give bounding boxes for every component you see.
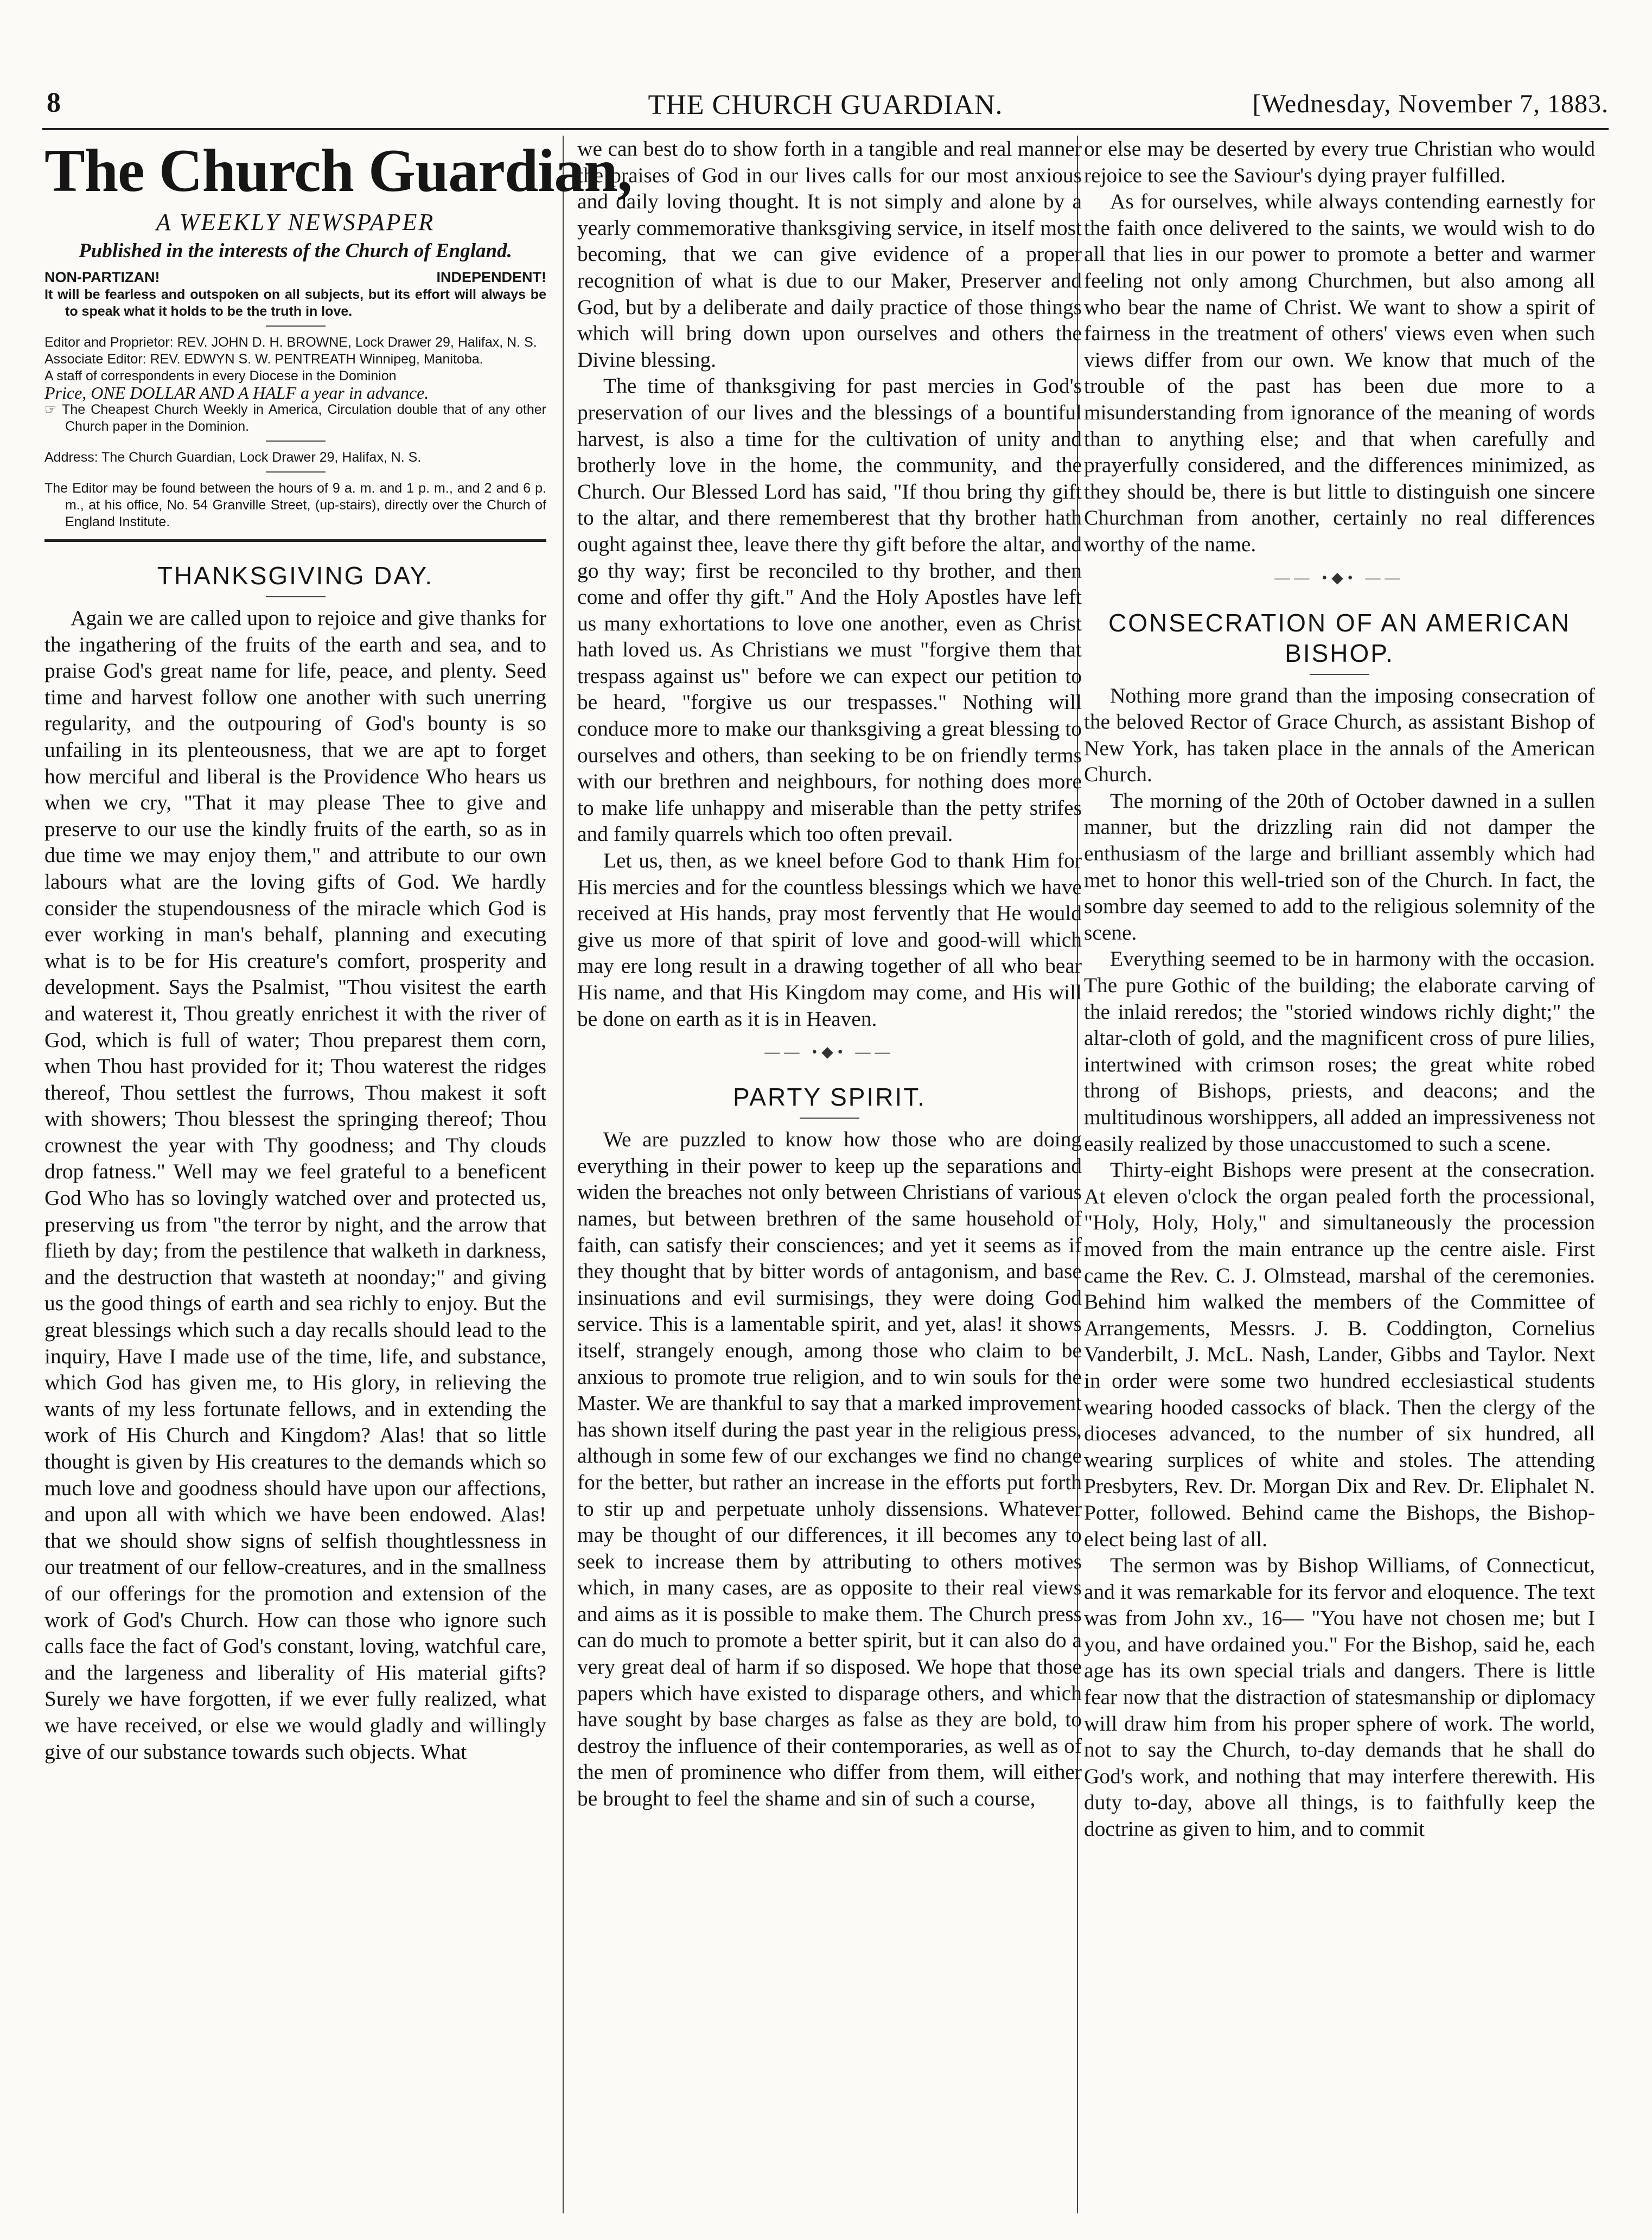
masthead-motto: It will be fearless and outspoken on all subjects, but its effort will always be to speak what it holds to be the truth in love. — [44, 287, 546, 319]
divider — [266, 441, 326, 442]
masthead-details — [44, 268, 546, 531]
editor-line: Editor and Proprietor: REV. JOHN D. H. BROWNE, Lock Drawer 29, Halifax, N. S. — [44, 335, 537, 350]
page-number: 8 — [47, 87, 61, 118]
independent-label: INDEPENDENT! — [436, 269, 546, 285]
address-line: Address: The Church Guardian, Lock Drawer 29, Halifax, N. S. — [44, 450, 422, 465]
divider — [266, 471, 326, 473]
divider — [800, 1118, 859, 1119]
thanksgiving-paragraph: Let us, then, as we kneel before God to thank Him for His mercies and for the countless blessings which we have received at His hands, pray most fervently that He would give us more of that spirit of love and good-will which may ere long result in a drawing together of all who bear His name, and that His Kingdom may come, and His will be done on earth as it is in Heaven. — [577, 848, 1082, 1031]
office-line: The Editor may be found between the hours of 9 a. m. and 1 p. m., and 2 and 6 p. m., at his office, No. 54 Granville Street, (up-stairs), directly over the Church of England Institute. — [44, 481, 546, 529]
thanksgiving-paragraph: Again we are called upon to rejoice and give thanks for the ingathering of the fruits of the earth and sea, and to praise God's great name for life, peace, and plenty. Seed time and harvest follow one another with such unerring regularity, and the outpouring of God's bounty is so unfailing in its plenteousness, that we are apt to forget how merciful and liberal is the Providence Who hears us when we cry, "That it may please Thee to give and preserve to our use the kindly fruits of the earth, so as in due time we may enjoy them," and attribute to our own labours what are the loving gifts of God. We hardly consider the stupendousness of the miracle which God is ever working in man's behalf, planning and executing what is to be for His creature's comfort, prosperity and development. Says the Psalmist, "Thou visitest the earth and waterest it, Thou greatly enrichest it with the river of God, which is full of water; Thou preparest them corn, when Thou hast provided for it; Thou waterest the ridges thereof, Thou settlest the furrows, Thou makest it soft with showers; Thou blessest the springing thereof; Thou crownest the year with Thy goodness; and Thy clouds drop fatness." Well may we feel grateful to a beneficent God Who has so lovingly watched over and protected us, preserving us from "the terror by night, and the arrow that flieth by day; from the pestilence that walketh in darkness, and the destruction that wasteth at noonday;" and giving us the good things of earth and sea richly to enjoy. But the great blessings which such a day recalls should lead to the inquiry, Have I made use of the time, life, and substance, which God has given me, to His glory, in relieving the wants of my less fortunate fellows, and in extending the work of His Church and Kingdom? Alas! that so little thought is given by His creatures to the demands which so much love and goodness should have upon our affections, and upon all with which we have been endowed. Alas! that we should show signs of selfish thoughtlessness in our treatment of our fellow-creatures, and in the smallness of our offerings for the promotion and extension of the work of God's Church. How can those who ignore such calls face the fact of God's constant, loving, watchful care, and the largeness and liberality of His material gifts? Surely we have forgotten, if we ever fully realized, what we have received, or else we would gladly and willingly give of our substance towards such objects. What — [44, 606, 546, 1764]
column-3 — [1084, 136, 1595, 1842]
column-1 — [44, 136, 632, 1765]
thanksgiving-paragraph: The time of thanksgiving for past mercies in God's preservation of our lives and the blessings of a bountiful harvest, is also a time for the cultivation of unity and brotherly love in the home, the community, and the Church. Our Blessed Lord has said, "If thou bring thy gift to the altar, and there rememberest that thy brother hath ought against thee, leave there thy gift before the altar, and go thy way; first be reconciled to thy brother, and then come and offer thy gift." And the Holy Apostles have left us many exhortations to love one another, even as Christ hath loved us. As Christians we must "forgive them that trespass against us" before we can expect our petition to be heard, "forgive us our trespasses." Nothing will conduce more to make our thanksgiving a great blessing to ourselves and others, than seeking to be on friendly terms with our brethren and neighbours, for nothing does more to make life unhappy and miserable than the petty strifes and family quarrels which too often prevail. — [577, 374, 1082, 846]
thanksgiving-paragraph-continued: we can best do to show forth in a tangible and real manner the praises of God in our lives calls for our most anxious and daily loving thought. It is not simply and alone by a yearly commemorative thanksgiving service, in itself most becoming, that we can give evidence of a proper recognition of what is due to our Maker, Preserver and God, but by a deliberate and daily practice of those things which will bring down upon ourselves and others the Divine blessing. — [577, 137, 1082, 372]
party-spirit-paragraph: As for ourselves, while always contending earnestly for the faith once delivered to the saints, we would wish to do all that lies in our power to promote a better and warmer feeling not only among Churchmen, but also among all who bear the name of Christ. We want to show a spirit of fairness in the treatment of others' views even when such views differ from our own. We know that much of the trouble of the past has been due more to a misunderstanding from ignorance of the meaning of words than to anything else; and that when carefully and prayerfully considered, and the differences minimized, as they should be, there is but little to distinguish one sincere Churchman from another, certainly no real differences worthy of the name. — [1084, 189, 1595, 556]
newspaper-title: THE CHURCH GUARDIAN. — [648, 90, 1003, 120]
staff-line: A staff of correspondents in every Diocese in the Dominion — [44, 368, 397, 384]
masthead-title: The Church Guardian, — [44, 137, 632, 205]
consecration-paragraph: Nothing more grand than the imposing consecration of the beloved Rector of Grace Church, as assistant Bishop of New York, has taken place in the annals of the American Church. — [1084, 683, 1595, 787]
non-partizan-label: NON-PARTIZAN! — [44, 269, 160, 285]
price-line: Price, ONE DOLLAR AND A HALF a year in advance. — [44, 383, 429, 403]
header-rule — [42, 128, 1609, 130]
party-spirit-paragraph: We are puzzled to know how those who are doing everything in their power to keep up the separations and widen the breaches not only between Christians of various names, but between brethren of the same household of faith, can satisfy their consciences; and yet it seems as if they thought that by bitter words of antagonism, and base insinuations and evil surmisings, they were doing God service. This is a lamentable spirit, and yet, alas! it shows itself, strangely enough, among those who claim to be anxious to promote true religion, and to win souls for the Master. We are thankful to say that a marked improvement has shown itself during the past year in the religious press, although in some few of our exchanges we find no change for the better, but rather an increase in the efforts put forth to stir up and perpetuate unholy dissensions. Whatever may be thought of our differences, it ill becomes any to seek to increase them by attributing to others motives which, in many cases, are as opposite to their real views and aims as it is possible to make them. The Church press can do much to promote a better spirit, but it can also do a very great deal of harm if so disposed. We hope that those papers which have existed to disparage others, and which have sought by base charges as false as they are bold, to destroy the influence of their contemporaries, as well as of the men of prominence who differ from them, will either be brought to feel the shame and sin of such a course, — [577, 1127, 1082, 1811]
consecration-paragraph: Thirty-eight Bishops were present at the consecration. At eleven o'clock the organ pealed forth the processional, "Holy, Holy, Holy," and simultaneously the procession moved from the main entrance up the centre aisle. First came the Rev. C. J. Olmstead, marshal of the ceremonies. Behind him walked the members of the Committee of Arrangements, Messrs. J. B. Coddington, Cornelius Vanderbilt, J. McL. Nash, Lander, Gibbs and Taylor. Next in order were some two hundred ecclesiastical students wearing hooded cassocks of black. Then the clergy of the dioceses advanced, to the number of six hundred, all wearing surplices of white and stoles. The attending Presbyters, Rev. Dr. Morgan Dix and Rev. Dr. Eliphalet N. Potter, followed. Behind came the Bishops, the Bishop-elect being last of all. — [1084, 1158, 1595, 1551]
consecration-paragraph: The sermon was by Bishop Williams, of Connecticut, and it was remarkable for its fervor and eloquence. The text was from John xv., 16— "You have not chosen me; but I you, and have ordained you." For the Bishop, said he, each age has its own special trials and dangers. There is little fear now that the distraction of statesmanship or diplomacy will draw him from his proper sphere of work. The world, not to say the Church, to-day demands that he shall do God's work, and nothing that may interfere therewith. His duty to-day, above all things, is to faithfully keep the doctrine as given to him, and to commit — [1084, 1553, 1595, 1841]
ornament-divider: —— •◆• —— — [1274, 569, 1405, 586]
issue-date: [Wednesday, November 7, 1883. — [1252, 90, 1609, 118]
party-spirit-heading: PARTY SPIRIT. — [733, 1083, 926, 1112]
consecration-paragraph: Everything seemed to be in harmony with the occasion. The pure Gothic of the building; the elaborate carving of the inlaid reredos; the "storied windows richly dight;" the altar-cloth of gold, and the magnificent cross of pure lilies, intertwined with crimson roses; the great white robed throng of Bishops, priests, and deacons; and the multitudinous worshippers, all added an impressiveness not easily realized by those unaccustomed to such a scene. — [1084, 947, 1595, 1156]
masthead-rule — [44, 539, 546, 542]
ornament-divider: —— •◆• —— — [764, 1044, 895, 1061]
divider — [1310, 674, 1369, 675]
consecration-paragraph: The morning of the 20th of October dawned in a sullen manner, but the drizzling rain did not damper the enthusiasm of the large and brilliant assembly which had met to honor this well-tried son of the Church. In fact, the sombre day seemed to add to the religious solemnity of the scene. — [1084, 788, 1595, 944]
party-spirit-paragraph-continued: or else may be deserted by every true Christian who would rejoice to see the Saviour's dying prayer fulfilled. — [1084, 137, 1595, 187]
cheapest-line: ☞ The Cheapest Church Weekly in America, Circulation double that of any other Church paper in the Dominion. — [44, 402, 546, 434]
masthead-subtitle: A WEEKLY NEWSPAPER — [156, 209, 435, 235]
thanksgiving-heading: THANKSGIVING DAY. — [157, 561, 434, 590]
column-rule-1 — [563, 136, 564, 2213]
divider — [266, 596, 326, 597]
consecration-heading: CONSECRATION OF AN AMERICAN BISHOP. — [1108, 608, 1571, 667]
associate-editor-line: Associate Editor: REV. EDWYN S. W. PENTREATH Winnipeg, Manitoba. — [44, 352, 483, 367]
page-header — [42, 87, 1609, 124]
divider — [266, 326, 326, 327]
masthead-published: Published in the interests of the Church of England. — [79, 240, 512, 262]
column-2 — [577, 136, 1082, 1812]
